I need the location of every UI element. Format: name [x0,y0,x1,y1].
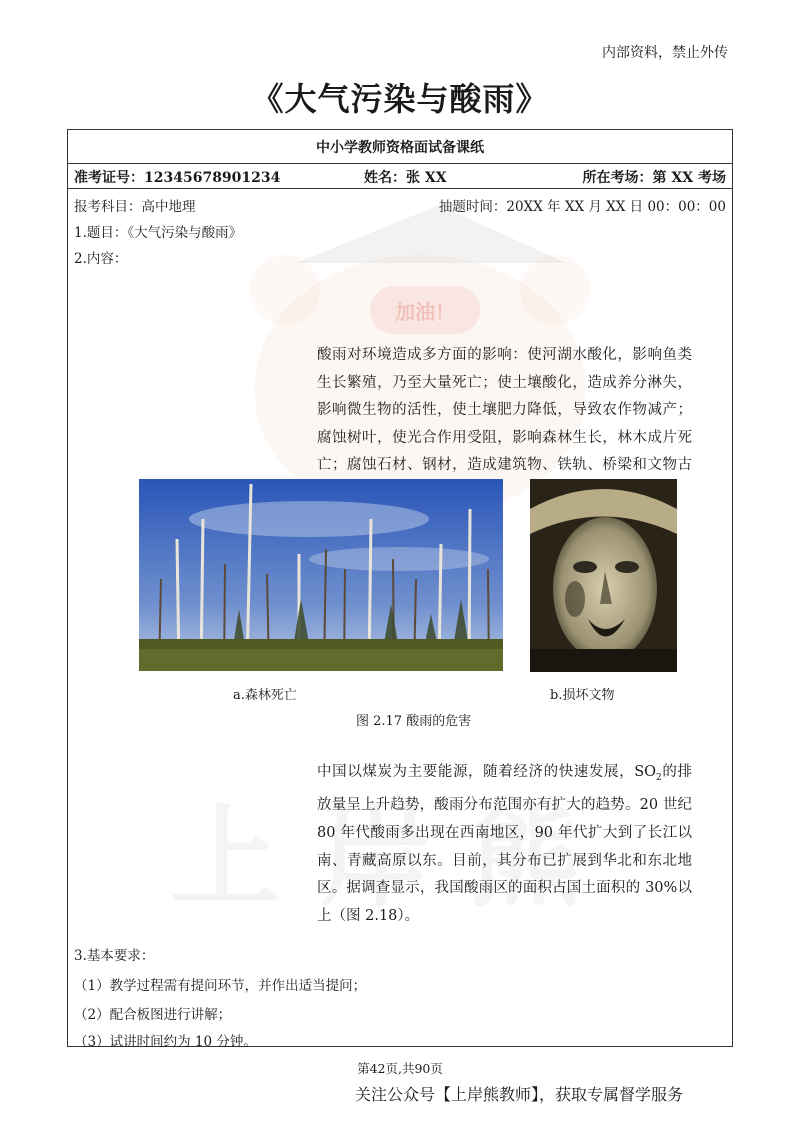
paragraph-china-acid-rain [317,759,692,930]
paragraph-text: 中国以煤炭为主要能源，随着经济的快速发展，SO [317,764,657,780]
caption-forest-death: a.森林死亡 [233,688,297,703]
form-heading: 中小学教师资格面试备课纸 [68,130,732,164]
exam-venue: 所在考场：第 XX 考场 [582,170,726,186]
requirement-item: （1）教学过程需有提问环节，并作出适当提问； [74,978,367,994]
content-label: 2.内容： [74,251,128,267]
figure-caption: 图 2.17 酸雨的危害 [356,714,472,729]
footer-note: 关注公众号【上岸熊教师】，获取专属督学服务 [355,1085,684,1104]
damaged-statue-photo [530,479,677,672]
topic: 1.题目：《大气污染与酸雨》 [74,225,243,241]
subscript: 2 [656,772,662,783]
page-number: 第42页,共90页 [357,1061,443,1076]
requirement-item: （2）配合板图进行讲解； [74,1007,232,1023]
caption-damaged-relic: b.损坏文物 [550,688,615,703]
forest-death-photo [139,479,503,671]
paragraph-text: 的排放量呈上升趋势，酸雨分布范围亦有扩大的趋势。20 世纪 80 年代酸雨多出现在西南地区，90 年代扩大到了长江以南、青藏高原以东。目前，其分布已扩展到华北和东北地区。据调查显示，我国酸雨区的面积占国土面积的 30%以上（图 2.18）。 [317,764,692,924]
watermark-badge: 加油！ [370,286,480,334]
confidential-notice: 内部资料，禁止外传 [602,45,728,61]
page-title: 《大气污染与酸雨》 [251,80,549,118]
draw-time: 抽题时间：20XX 年 XX 月 XX 日 00：00：00 [438,199,726,215]
candidate-name: 姓名：张 XX [364,170,447,186]
requirements-label: 3.基本要求： [74,948,155,964]
exam-number: 准考证号：12345678901234 [74,170,281,186]
paragraph-acid-rain-effects: 酸雨对环境造成多方面的影响：使河湖水酸化，影响鱼类生长繁殖，乃至大量死亡；使土壤酸化，造成养分淋失，影响微生物的活性，使土壤肥力降低，导致农作物减产；腐蚀树叶，使光合作用受阻，影响森林生长，林木成片死亡；腐蚀石材、钢材，造成建筑物、铁轨、桥梁和文物古 [317,347,692,474]
subject: 报考科目：高中地理 [74,199,196,215]
requirement-item: （3）试讲时间约为 10 分钟。 [74,1034,257,1050]
candidate-info-row [68,163,732,189]
